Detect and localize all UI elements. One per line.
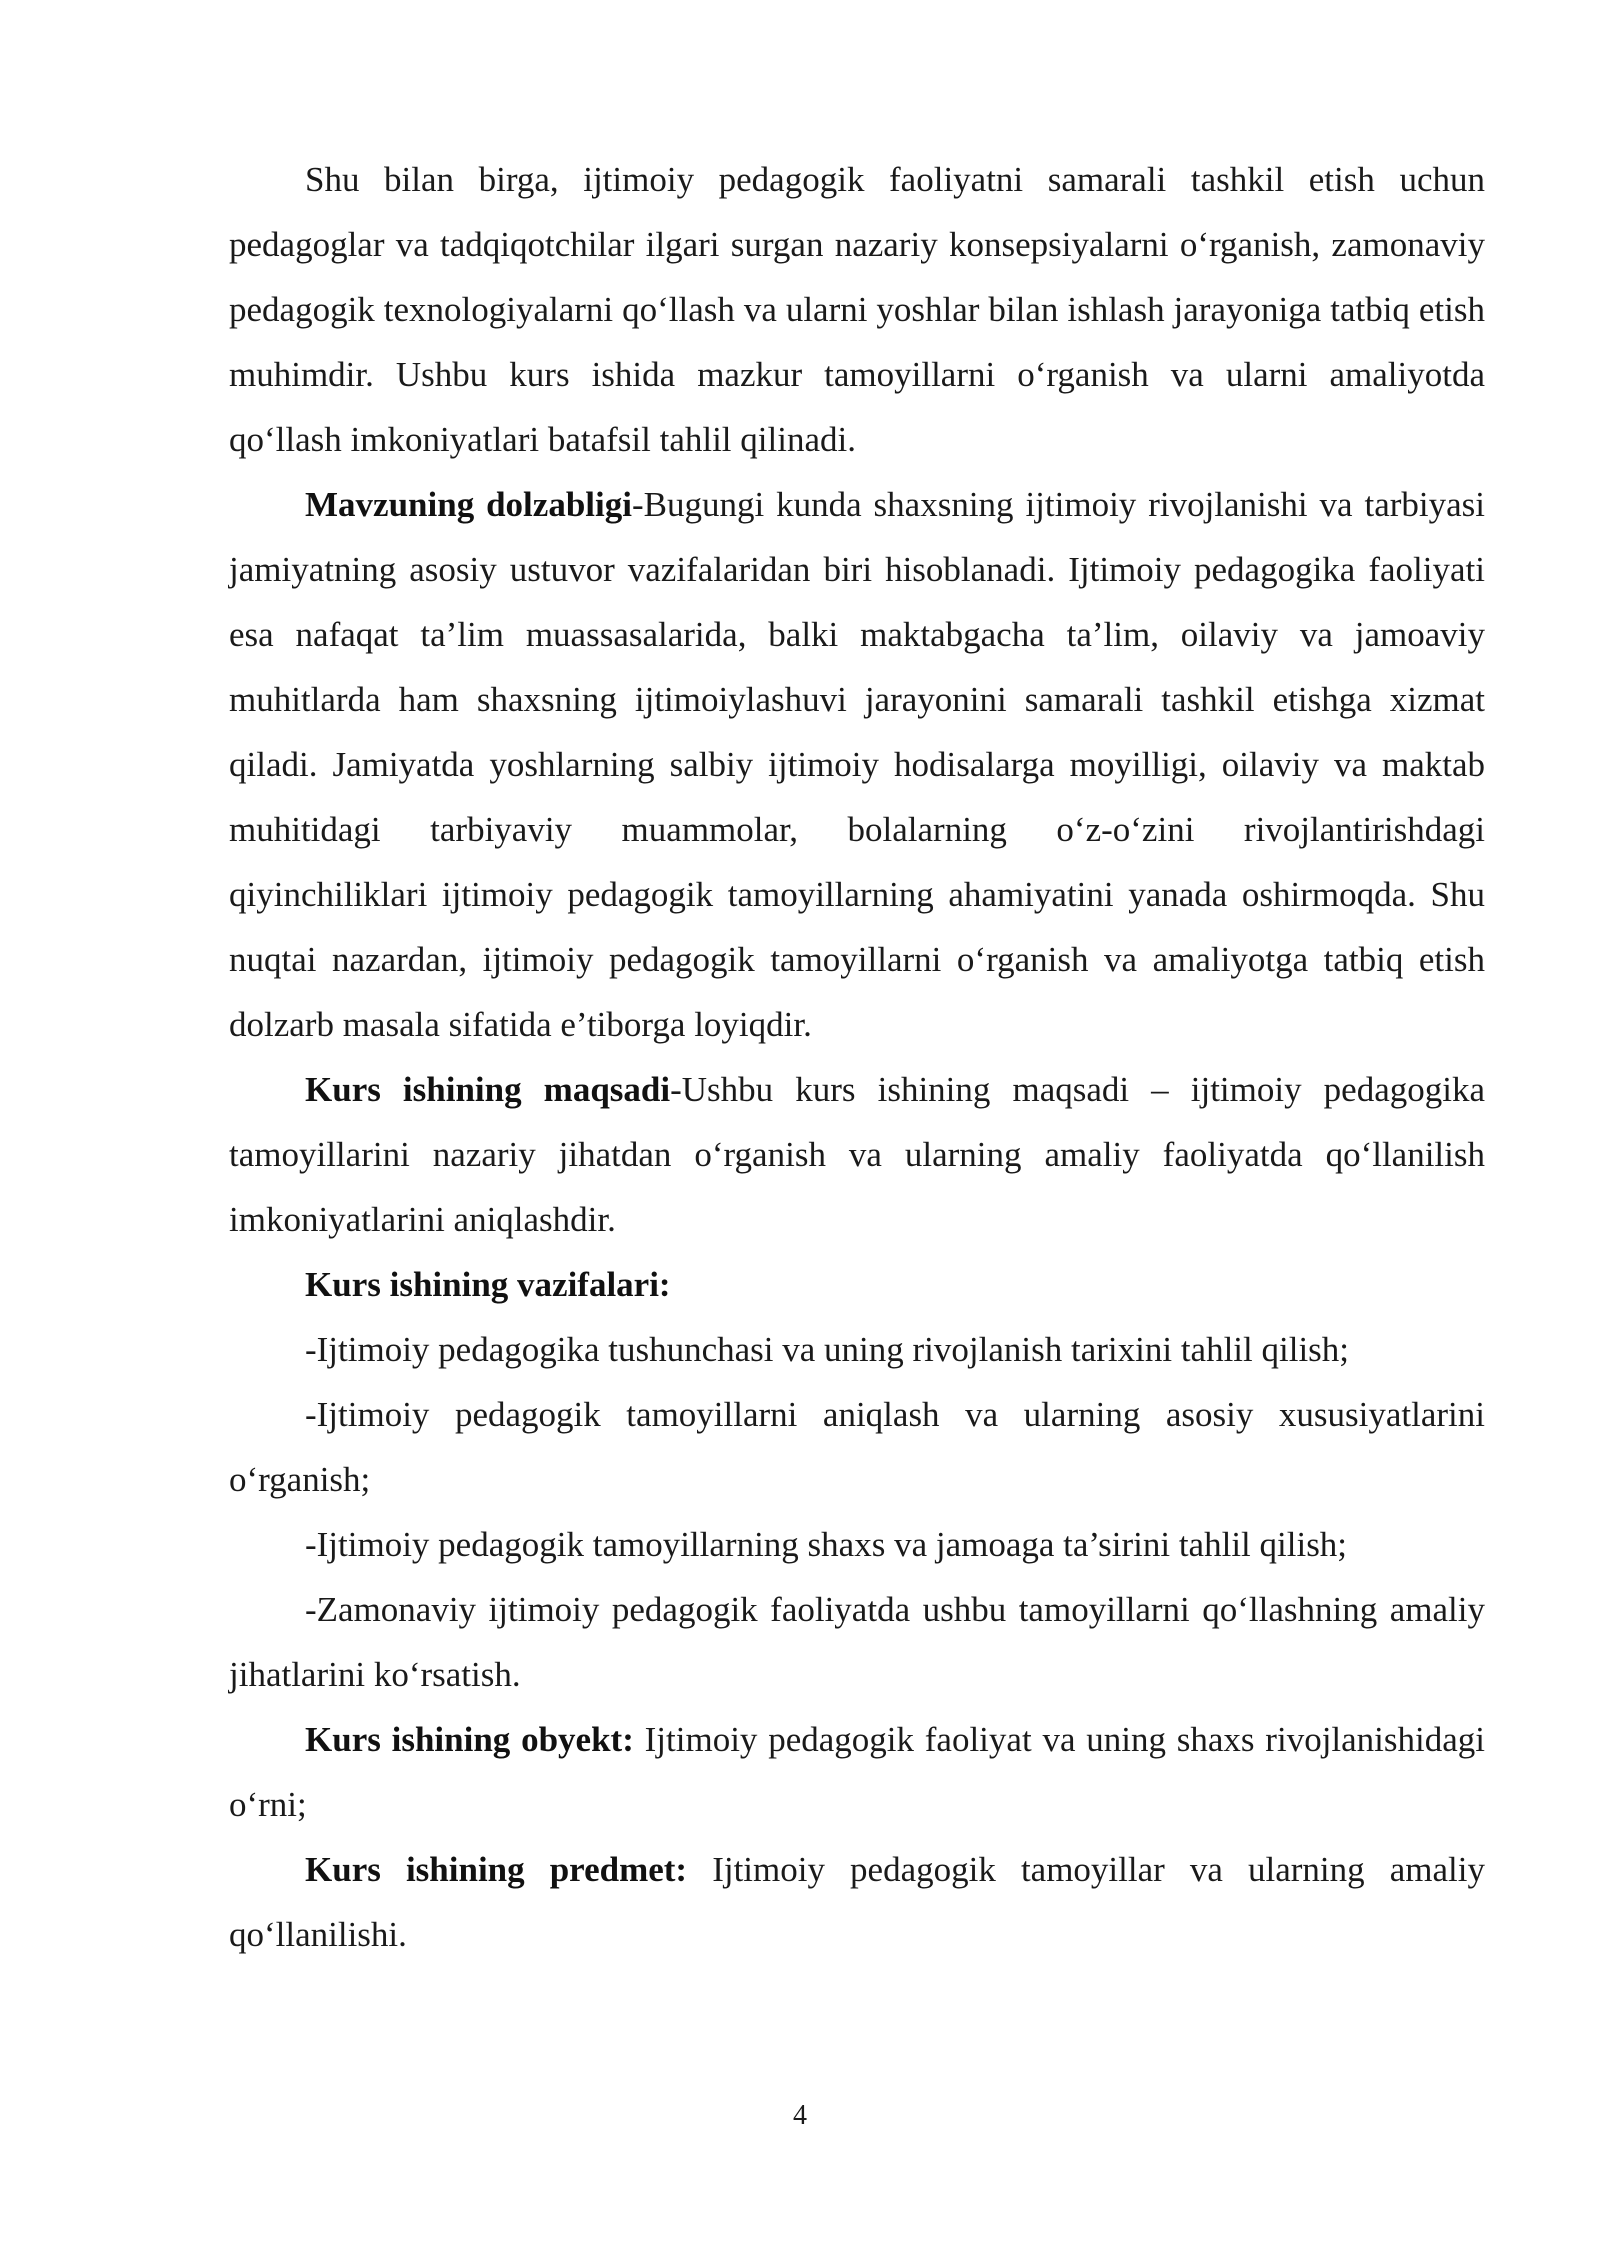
page-body — [229, 147, 1485, 1967]
object-text: Ijtimoiy pedagogik faoliyat va uning shaxs rivojlanishidagi o‘rni; — [229, 1720, 1485, 1824]
subject-heading: Kurs ishining predmet: — [305, 1850, 688, 1889]
task-item: -Ijtimoiy pedagogik tamoyillarning shaxs va jamoaga ta’sirini tahlil qilish; — [305, 1525, 1348, 1564]
goal-text: -Ushbu kurs ishining maqsadi – ijtimoiy pedagogika tamoyillarini nazariy jihatdan o‘rganish va ularning amaliy faoliyatda qo‘llanilish imkoniyatlarini aniqlashdir. — [229, 1070, 1486, 1239]
tasks-heading: Kurs ishining vazifalari: — [305, 1265, 671, 1304]
relevance-text: -Bugungi kunda shaxsning ijtimoiy rivojlanishi va tarbiyasi jamiyatning asosiy ustuvor vazifalaridan biri hisoblanadi. Ijtimoiy pedagogika faoliyati esa nafaqat ta’lim muassasalarida, balki maktabgacha ta’lim, oilaviy va jamoaviy muhitlarda ham shaxsning ijtimoiylashuvi jarayonini samarali tashkil etishga xizmat qiladi. Jamiyatda yoshlarning salbiy ijtimoiy hodisalarga moyilligi, oilaviy va maktab muhitidagi tarbiyaviy muammolar, bolalarning o‘z-o‘zini rivojlantirishdagi qiyinchiliklari ijtimoiy pedagogik tamoyillarning ahamiyatini yanada oshirmoqda. Shu nuqtai nazardan, ijtimoiy pedagogik tamoyillarni o‘rganish va amaliyotga tatbiq etish dolzarb masala sifatida e’tiborga loyiqdir. — [229, 485, 1485, 1044]
goal-paragraph — [229, 1057, 1485, 1252]
task-item: -Ijtimoiy pedagogik tamoyillarni aniqlash va ularning asosiy xususiyatlarini o‘rganish; — [229, 1395, 1485, 1499]
page-number: 4 — [793, 2100, 807, 2131]
goal-heading: Kurs ishining maqsadi — [305, 1070, 671, 1109]
subject-paragraph — [229, 1837, 1485, 1967]
relevance-paragraph — [229, 472, 1485, 1057]
task-item: -Zamonaviy ijtimoiy pedagogik faoliyatda ushbu tamoyillarni qo‘llashning amaliy jihatlarini ko‘rsatish. — [229, 1590, 1485, 1694]
intro-paragraph: Shu bilan birga, ijtimoiy pedagogik faoliyatni samarali tashkil etish uchun pedagoglar va tadqiqotchilar ilgari surgan nazariy konsepsiyalarni o‘rganish, zamonaviy pedagogik texnologiyalarni qo‘llash va ularni yoshlar bilan ishlash jarayoniga tatbiq etish muhimdir. Ushbu kurs ishida mazkur tamoyillarni o‘rganish va ularni amaliyotda qo‘llash imkoniyatlari batafsil tahlil qilinadi. — [229, 160, 1485, 459]
task-item: -Ijtimoiy pedagogika tushunchasi va uning rivojlanish tarixini tahlil qilish; — [305, 1330, 1350, 1369]
object-heading: Kurs ishining obyekt: — [305, 1720, 634, 1759]
subject-text: Ijtimoiy pedagogik tamoyillar va ularning amaliy qo‘llanilishi. — [229, 1850, 1485, 1954]
tasks-heading-paragraph — [229, 1252, 1485, 1317]
relevance-heading: Mavzuning dolzabligi — [305, 485, 632, 524]
object-paragraph — [229, 1707, 1485, 1837]
